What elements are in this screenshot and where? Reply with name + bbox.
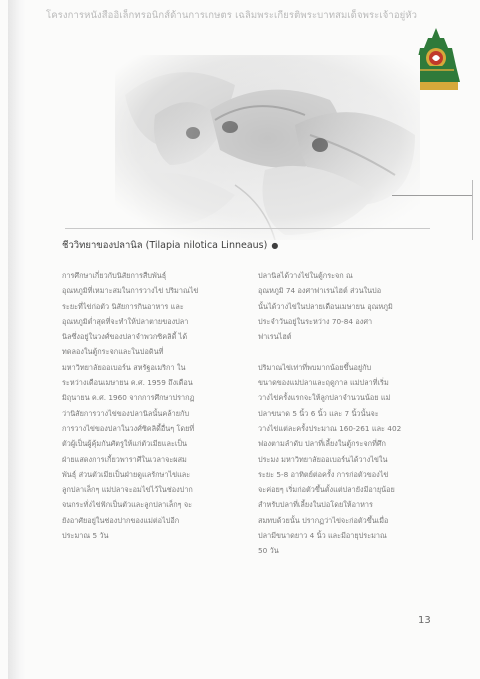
text-line: พันธุ์ ส่วนตัวเมียเป็นฝ่ายดูแลรักษาไข่และ (62, 469, 191, 479)
text-line: วางไข่แต่ละครั้งประมาณ 160-261 และ 402 (258, 423, 402, 433)
text-line: ฟองตามลำดับ ปลาที่เลี้ยงในตู้กระจกที่ศึก (258, 439, 386, 449)
text-line: ฝ่ายแสดงการเกี้ยวพาราศีในเวลาจะผสม (62, 454, 187, 464)
text-line: จะค่อยๆ เริ่มก่อตัวขึ้นตั้งแต่ปลายังมีอายุน้อย (258, 485, 395, 495)
text-line: อุณหภูมิ 74 องศาฟาเรนไฮต์ ส่วนในบ่อ (258, 286, 382, 296)
text-line: นิลซึ่งอยู่ในวงศ์ของปลาจำพวกซิคลิดี้ ได้ (62, 332, 188, 342)
text-line: ลูกปลาเล็กๆ แม่ปลาจะอมไข่ไว้ในช่องปาก (62, 485, 193, 495)
text-line: ระยะ 5-8 อาทิตย์ต่อครั้ง การก่อตัวของไข่ (258, 469, 389, 479)
text-line: วางไข่ครั้งแรกจะให้ลูกปลาจำนวนน้อย แม่ (258, 393, 391, 403)
text-line: มิถุนายน ค.ศ. 1960 จากการศึกษาปรากฏ (62, 393, 195, 403)
text-line (258, 344, 424, 359)
text-line: มหาวิทยาลัยออเบอร์น สหรัฐอเมริกา ใน (62, 362, 186, 372)
text-line: ยังอาศัยอยู่ในช่องปากของแม่ต่อไปอีก (62, 515, 180, 525)
page-number: 13 (418, 615, 431, 626)
text-line: 50 วัน (258, 546, 279, 556)
text-line: สมทบด้วยนั้น ปรากฏว่าไข่จะก่อตัวขึ้นเมื่อ (258, 515, 389, 525)
text-line: อุณหภูมิต่ำสุดที่จะทำให้ปลาตายของปลา (62, 316, 189, 326)
text-line: อุณหภูมิที่เหมาะสมในการวางไข่ ปริมาณไข่ (62, 286, 199, 296)
text-line: ฟาเรนไฮต์ (258, 332, 292, 342)
text-line: ทดลองในตู้กระจกและในบ่อดินที่ (62, 347, 164, 357)
text-line: ประมาณ 5 วัน (62, 531, 109, 541)
tilapia-photo (115, 55, 420, 240)
book-spine-shadow (8, 0, 26, 679)
text-line: ปลาขนาด 5 นิ้ว 6 นิ้ว และ 7 นิ้วนั้นจะ (258, 408, 379, 418)
running-head: โครงการหนังสืออิเล็กทรอนิกส์ด้านการเกษตร เฉลิมพระเกียรติพระบาทสมเด็จพระเจ้าอยู่หัว (46, 10, 418, 21)
left-column (62, 268, 222, 543)
text-line: ปริมาณไข่เท่าที่พบมากน้อยขึ้นอยู่กับ (258, 362, 372, 372)
bullet-icon: ● (271, 241, 279, 250)
text-line: ขนาดของแม่ปลาและฤดูกาล แม่ปลาที่เริ่ม (258, 378, 389, 388)
right-column (258, 268, 424, 559)
text-line: ระยะที่ไข่ก่อตัว นิสัยการกินอาหาร และ (62, 301, 184, 311)
text-line: การศึกษาเกี่ยวกับนิสัยการสืบพันธุ์ (62, 271, 167, 280)
margin-rule (392, 195, 472, 196)
text-line: ปลามีขนาดยาว 4 นิ้ว และมีอายุประมาณ (258, 531, 387, 541)
text-line: ประมง มหาวิทยาลัยออเบอร์นได้วางไข่ใน (258, 454, 388, 464)
text-line: ประจำวันอยู่ในระหว่าง 70-84 องศา (258, 316, 373, 326)
text-line: สำหรับปลาที่เลี้ยงในบ่อโดยให้อาหาร (258, 500, 373, 510)
text-line: ตัวผู้เป็นผู้คุ้มกันศัตรูให้แก่ตัวเมียและเป็น (62, 439, 188, 449)
text-line: นั้นได้วางไข่ในปลายเดือนเมษายน อุณหภูมิ (258, 301, 393, 311)
section-heading (62, 238, 278, 253)
margin-vertical-rule (472, 180, 473, 240)
section-divider (65, 228, 430, 229)
text-line: ว่านิสัยการวางไข่ของปลานิลนั้นคล้ายกับ (62, 408, 190, 418)
text-line: ปลานิลได้วางไข่ในตู้กระจก ณ (258, 271, 353, 280)
text-line: การวางไข่ของปลาในวงศ์ซิคลิดี้อื่นๆ โดยที่ (62, 423, 195, 433)
text-line: ระหว่างเดือนเมษายน ค.ศ. 1959 ถึงเดือน (62, 378, 193, 388)
text-line: จนกระทั่งไข่ฟักเป็นตัวและลูกปลาเล็กๆ จะ (62, 500, 193, 510)
heading-text: ชีววิทยาของปลานิล (Tilapia nilotica Linneaus) (62, 240, 268, 251)
